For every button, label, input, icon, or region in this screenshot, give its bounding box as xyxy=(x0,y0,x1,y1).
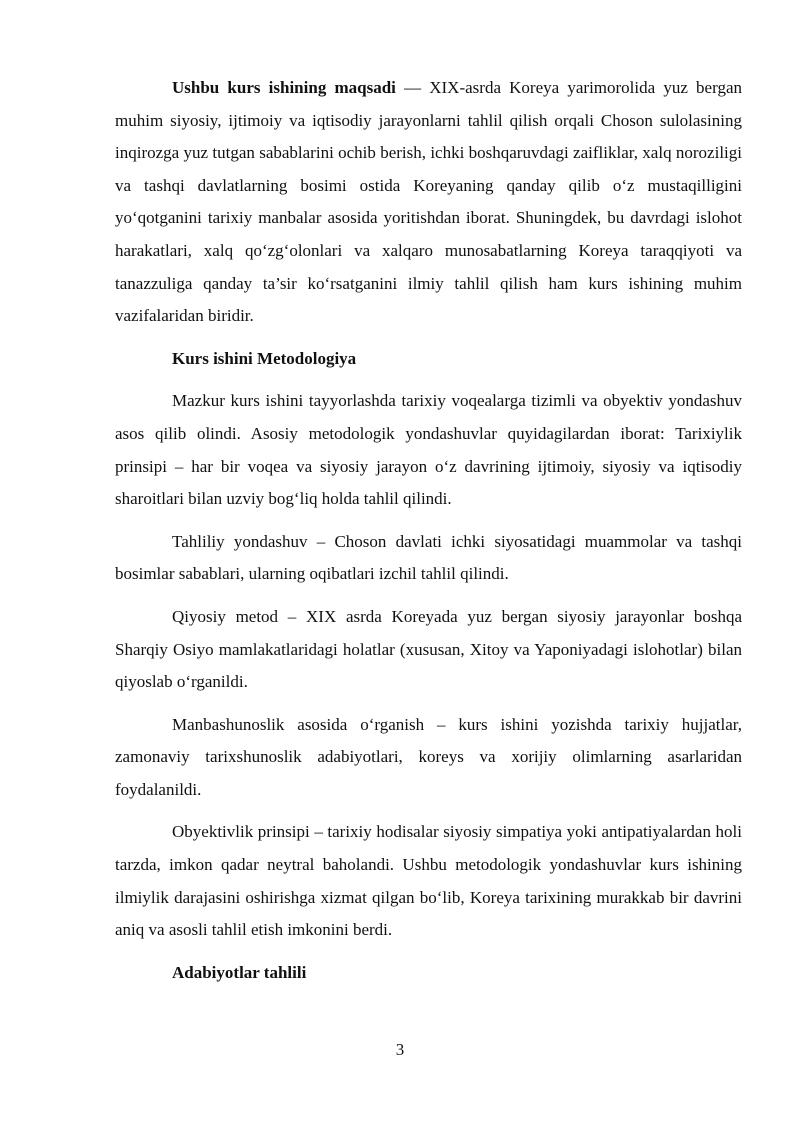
intro-paragraph xyxy=(115,72,742,333)
intro-lead: Ushbu kurs ishining maqsadi xyxy=(172,78,396,97)
page-number: 3 xyxy=(395,1040,405,1059)
comparative-method-paragraph: Qiyosiy metod – XIX asrda Koreyada yuz bergan siyosiy jarayonlar boshqa Sharqiy Osiyo mamlakatlaridagi holatlar (xususan, Xitoy va Yaponiyadagi islohotlar) bilan qiyoslab o‘rganildi. xyxy=(115,606,742,692)
methodology-paragraph: Mazkur kurs ishini tayyorlashda tarixiy voqealarga tizimli va obyektiv yondashuv asos qilib olindi. Asosiy metodologik yondashuvlar quyidagilardan iborat: Tarixiylik prinsipi – har bir voqea va siyosiy jarayon o‘z davrining ijtimoiy, siyosiy va iqtisodiy sharoitlari bilan uzviy bog‘liq holda tahlil qilindi. xyxy=(115,391,742,509)
analytical-approach-paragraph: Tahliliy yondashuv – Choson davlati ichki siyosatidagi muammolar va tashqi bosimlar sabablari, ularning oqibatlari izchil tahlil qilindi. xyxy=(115,531,742,584)
page-content xyxy=(115,72,742,999)
intro-text: — XIX-asrda Koreya yarimorolida yuz bergan muhim siyosiy, ijtimoiy va iqtisodiy jarayonlarni tahlil qilish orqali Choson sulolasining inqirozga yuz tutgan sabablarini ochib berish, ichki boshqaruvdagi zaifliklar, xalq noroziligi va tashqi davlatlarning bosimi ostida Koreyaning qanday qilib o‘z mustaqilligini yo‘qotganini tarixiy manbalar asosida yoritishdan iborat. Shuningdek, bu davrdagi islohot harakatlari, xalq qo‘zg‘olonlari va xalqaro munosabatlarning Koreya taraqqiyoti va tanazzuliga qanday ta’sir ko‘rsatganini ilmiy tahlil qilish ham kurs ishining muhim vazifalaridan biridir. xyxy=(115,78,742,326)
methodology-heading: Kurs ishini Metodologiya xyxy=(172,348,357,368)
source-study-paragraph: Manbashunoslik asosida o‘rganish – kurs ishini yozishda tarixiy hujjatlar, zamonaviy tarixshunoslik adabiyotlari, koreys va xorijiy olimlarning asarlaridan foydalanildi. xyxy=(115,714,742,799)
objectivity-paragraph: Obyektivlik prinsipi – tarixiy hodisalar siyosiy simpatiya yoki antipatiyalardan holi tarzda, imkon qadar neytral baholandi. Ushbu metodologik yondashuvlar kurs ishining ilmiylik darajasini oshirishga xizmat qilgan bo‘lib, Koreya tarixining murakkab bir davrini aniq va asosli tahlil etish imkonini berdi. xyxy=(115,822,742,940)
literature-heading: Adabiyotlar tahlili xyxy=(172,962,307,982)
